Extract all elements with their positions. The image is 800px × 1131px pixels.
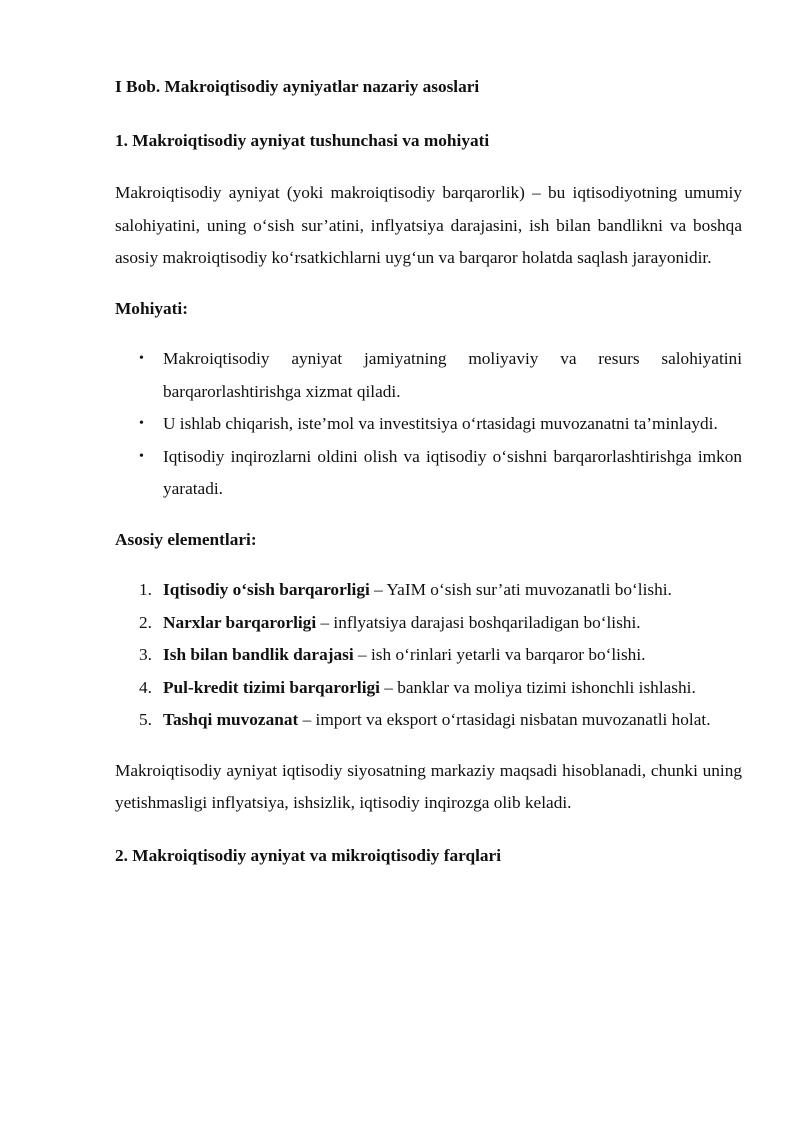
section-2-title: 2. Makroiqtisodiy ayniyat va mikroiqtisodiy farqlari [115, 845, 501, 865]
list-number: 1. [139, 580, 152, 599]
element-term: Pul-kredit tizimi barqarorligi [163, 677, 380, 697]
mohiyati-list [115, 343, 742, 506]
list-item [115, 441, 742, 506]
element-term: Iqtisodiy o‘sish barqarorligi [163, 580, 370, 599]
list-item [115, 343, 742, 408]
elements-heading: Asosiy elementlari: [115, 529, 257, 549]
bullet-icon: • [139, 416, 144, 431]
list-item [115, 574, 742, 607]
definition-paragraph: Makroiqtisodiy ayniyat (yoki makroiqtisodiy barqarorlik) – bu iqtisodiyotning umumiy salohiyatini, uning o‘sish sur’atini, inflyatsiya darajasini, ish bilan bandlikni va boshqa asosiy makroiqtisodiy ko‘rsatkichlarni uyg‘un va barqaror holatda saqlash jarayonidir. [115, 183, 742, 267]
closing-paragraph: Makroiqtisodiy ayniyat iqtisodiy siyosatning markaziy maqsadi hisoblanadi, chunki uning yetishmasligi inflyatsiya, ishsizlik, iqtisodiy inqirozga olib keladi. [115, 760, 742, 812]
element-term: Ish bilan bandlik darajasi [163, 645, 354, 664]
list-number: 3. [139, 645, 152, 664]
element-description: – inflyatsiya darajasi boshqariladigan bo‘lishi. [316, 612, 641, 632]
bullet-icon: • [139, 448, 144, 464]
list-item-text: U ishlab chiqarish, iste’mol va investitsiya o‘rtasidagi muvozanatni ta’minlaydi. [163, 414, 718, 433]
element-term: Tashqi muvozanat [163, 710, 299, 729]
mohiyati-heading: Mohiyati: [115, 298, 188, 318]
list-number: 5. [139, 710, 152, 729]
list-item [115, 607, 742, 640]
element-description: – import va eksport o‘rtasidagi nisbatan muvozanatli holat. [298, 710, 711, 729]
element-description: – YaIM o‘sish sur’ati muvozanatli bo‘lishi. [369, 580, 672, 599]
page-content [115, 71, 742, 872]
list-item [115, 639, 742, 672]
bullet-icon: • [139, 351, 144, 366]
list-item [115, 672, 742, 705]
list-item [115, 408, 742, 441]
element-term: Narxlar barqarorligi [163, 612, 317, 632]
list-item-text: Iqtisodiy inqirozlarni oldini olish va iqtisodiy o‘sishni barqarorlashtirishga imkon yaratadi. [163, 446, 742, 498]
element-description: – banklar va moliya tizimi ishonchli ishlashi. [379, 677, 696, 697]
list-number: 2. [139, 612, 152, 632]
element-description: – ish o‘rinlari yetarli va barqaror bo‘lishi. [353, 645, 646, 664]
section-1-title: 1. Makroiqtisodiy ayniyat tushunchasi va mohiyati [115, 130, 490, 150]
elements-list [115, 574, 742, 737]
list-item-text: Makroiqtisodiy ayniyat jamiyatning moliyaviy va resurs salohiyatini barqarorlashtirishga xizmat qiladi. [163, 349, 742, 401]
list-item [115, 704, 742, 737]
list-number: 4. [139, 677, 152, 697]
chapter-title: I Bob. Makroiqtisodiy ayniyatlar nazariy asoslari [115, 77, 480, 96]
